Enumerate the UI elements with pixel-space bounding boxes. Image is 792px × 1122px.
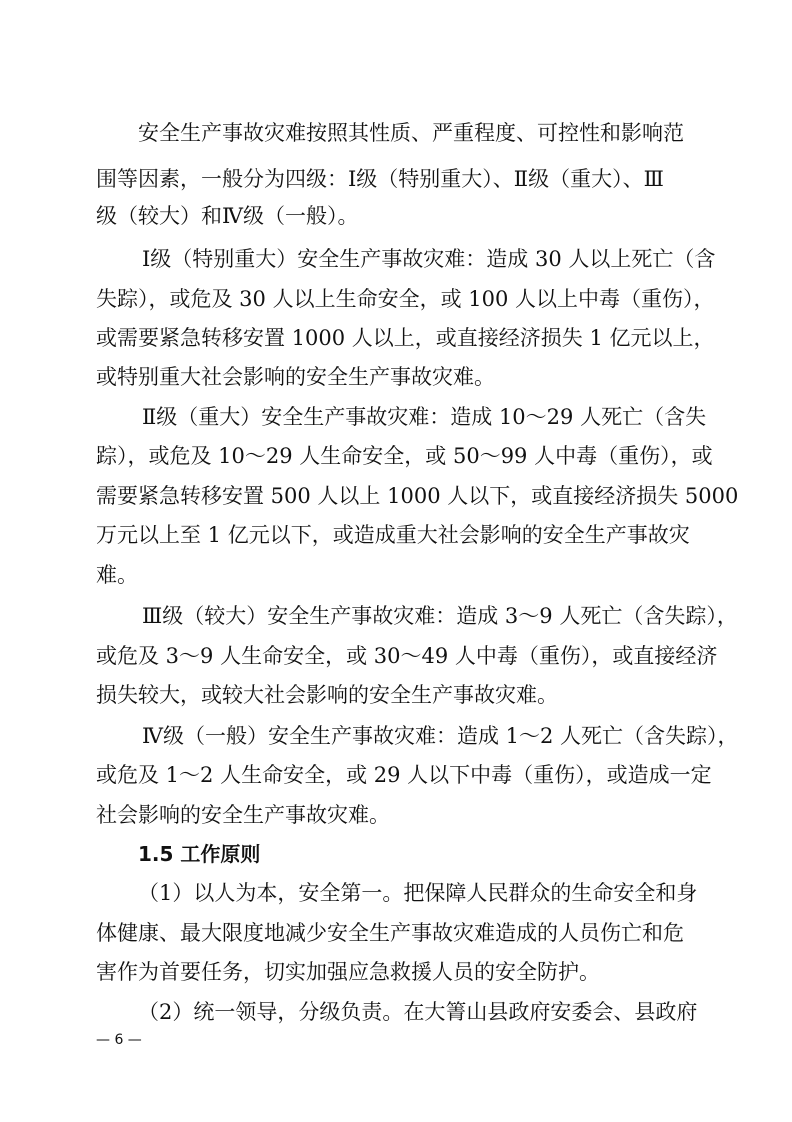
section-heading: 1.5 工作原则 (138, 842, 261, 866)
principle-1-line: （1）以人为本，安全第一。把保障人民群众的生命安全和身 (138, 881, 698, 905)
paragraph-level-3-line: 或危及 3～9 人生命安全，或 30～49 人中毒（重伤），或直接经济 (96, 644, 718, 668)
paragraph-level-1-line: 或需要紧急转移安置 1000 人以上，或直接经济损失 1 亿元以上， (96, 326, 715, 350)
paragraph-level-1-line: 或特别重大社会影响的安全生产事故灾难。 (96, 365, 495, 389)
page-number: — 6 — (96, 1032, 142, 1048)
principle-1-line: 体健康、最大限度地减少安全生产事故灾难造成的人员伤亡和危 (96, 921, 684, 945)
paragraph-classification-line: 围等因素，一般分为四级：Ⅰ级（特别重大）、Ⅱ级（重大）、Ⅲ (96, 167, 664, 191)
paragraph-level-4-line: Ⅳ级（一般）安全生产事故灾难：造成 1～2 人死亡（含失踪）， (142, 724, 739, 748)
paragraph-level-1-line: Ⅰ级（特别重大）安全生产事故灾难：造成 30 人以上死亡（含 (142, 247, 716, 271)
paragraph-level-2-line: 万元以上至 1 亿元以下，或造成重大社会影响的安全生产事故灾 (96, 523, 690, 547)
paragraph-level-4-line: 或危及 1～2 人生命安全，或 29 人以下中毒（重伤），或造成一定 (96, 763, 712, 787)
paragraph-level-2-line: 需要紧急转移安置 500 人以上 1000 人以下，或直接经济损失 5000 (96, 484, 739, 508)
paragraph-level-2-line: Ⅱ级（重大）安全生产事故灾难：造成 10～29 人死亡（含失 (142, 405, 707, 429)
paragraph-level-2-line: 难。 (96, 563, 138, 587)
paragraph-level-1-line: 失踪），或危及 30 人以上生命安全，或 100 人以上中毒（重伤）， (96, 287, 715, 311)
paragraph-level-3-line: Ⅲ级（较大）安全生产事故灾难：造成 3～9 人死亡（含失踪）， (142, 604, 738, 628)
principle-1-line: 害作为首要任务，切实加强应急救援人员的安全防护。 (96, 960, 600, 984)
paragraph-classification-line: 安全生产事故灾难按照其性质、严重程度、可控性和影响范 (138, 121, 684, 145)
paragraph-level-3-line: 损失较大，或较大社会影响的安全生产事故灾难。 (96, 683, 558, 707)
paragraph-level-2-line: 踪），或危及 10～29 人生命安全，或 50～99 人中毒（重伤），或 (96, 444, 713, 468)
principle-2-line: （2）统一领导，分级负责。在大箐山县政府安委会、县政府 (138, 1000, 698, 1024)
paragraph-level-4-line: 社会影响的安全生产事故灾难。 (96, 803, 390, 827)
paragraph-classification-line: 级（较大）和Ⅳ级（一般）。 (96, 204, 359, 228)
